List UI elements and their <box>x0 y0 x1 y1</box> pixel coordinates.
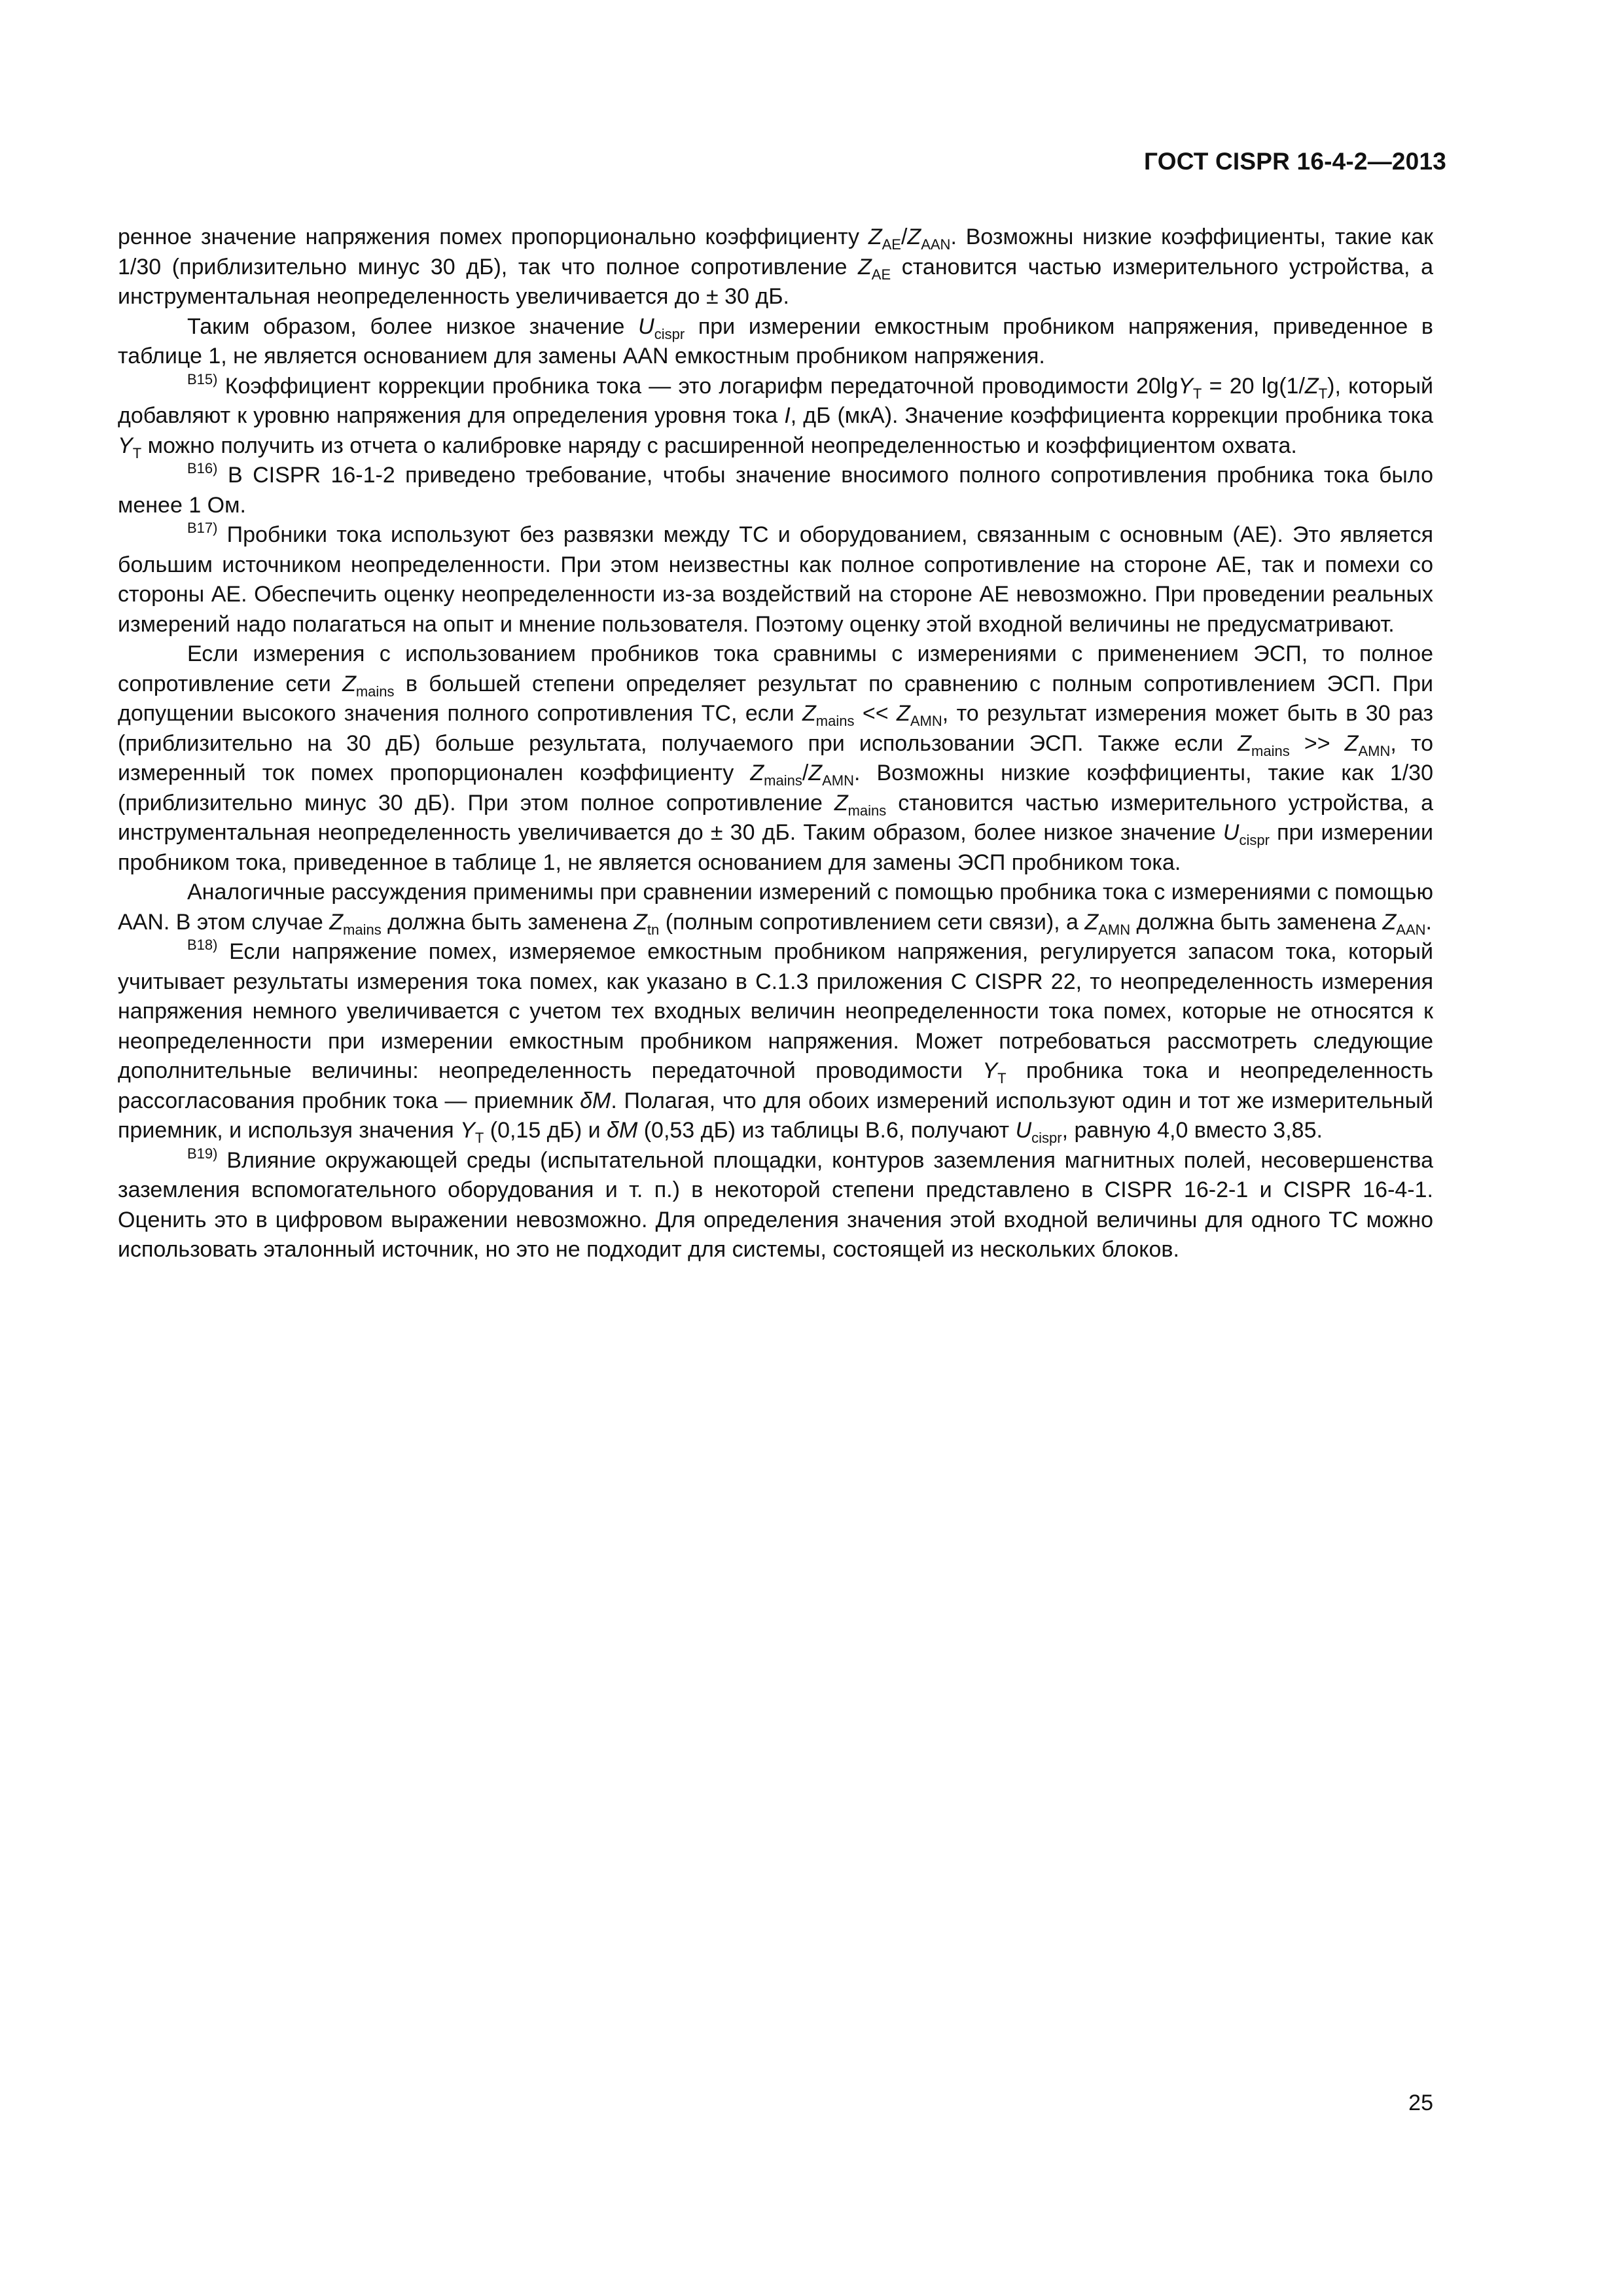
footnote-b16: $^{B16)}$ В CISPR 16-1-2 приведено требование, чтобы значение вносимого полного сопротивления пробника тока было менее 1 Ом. <box>118 460 1433 518</box>
footnote-b17: $^{B17)}$ Пробники тока используют без развязки между ТС и оборудованием, связанным с основным (AE). Это является большим источником неопределенности. При этом неизвестны как полное сопротивление на стороне AE, так и помехи со стороны AE. Обеспечить оценку неопределенности из-за воздействий на стороне AE невозможно. При проведении реальных измерений надо полагаться на опыт и мнение пользователя. Поэтому оценку этой входной величины не предусматривают. <box>118 520 1433 637</box>
paragraph-current-probe-comparison: Если измерения с использованием пробников тока сравнимы с измерениями с применением ЭСП, то полное сопротивление сети $Z_{mains}$ в большей степени определяет результат по сравнению с полным сопротивлением ЭСП. При допущении высокого значения полного сопротивления ТС, если $Z_{mains} << Z_{AMN}$, то результат измерения может быть в 30 раз (приблизительно на 30 дБ) больше результата, получаемого при использовании ЭСП. Также если $Z_{mains} >> Z_{AMN}$, то измеренный ток помех пропорционален коэффициенту $Z_{mains}/Z_{AMN}$. Возможны низкие коэффициенты, такие как 1/30 (приблизительно минус 30 дБ). При этом полное сопротивление $Z_{mains}$ становится частью измерительного устройства, а инструментальная неопределенность увеличивается до ± 30 дБ. Таким образом, более низкое значение $U_{cispr}$ при измерении пробником тока, приведенное в таблице 1, не является основанием для замены ЭСП пробником тока. <box>118 641 1434 875</box>
paragraph-ucispr-capacitive: Таким образом, более низкое значение $U_{cispr}$ при измерении емкостным пробником напряжения, приведенное в таблице 1, не является основанием для замены AAN емкостным пробником напряжения. <box>118 314 1433 368</box>
document-body <box>118 223 1433 1265</box>
footnote-b15: $^{B15)}$ Коэффициент коррекции пробника тока — это логарифм передаточной проводимости 20lgY$_T$ = 20 $\lg(1/Z_T)$, который добавляют к уровню напряжения для определения уровня тока I, дБ (мкА). Значение коэффициента коррекции пробника тока $Y_T$ можно получить из отчета о калибровке наряду с расширенной неопределенностью и коэффициентом охвата. <box>118 370 1434 461</box>
footnote-marker: B15) <box>187 370 218 387</box>
paragraph-aan-analogy: Аналогичные рассуждения применимы при сравнении измерений с помощью пробника тока с измерениями с помощью AAN. В этом случае $Z_{mains}$ должна быть заменена $Z_{tn}$ (полным сопротивлением сети связи), а $Z_{AMN}$ должна быть заменена $Z_{AAN}$. <box>118 880 1433 938</box>
footnote-marker: B19) <box>187 1145 218 1162</box>
paragraph-continuation: ренное значение напряжения помех пропорционально коэффициенту $Z_{AE}/Z_{AAN}$. Возможны низкие коэффициенты, такие как 1/30 (приблизительно минус 30 дБ), так что полное сопротивление $Z_{AE}$ становится частью измерительного устройства, а инструментальная неопределенность увеличивается до ± 30 дБ. <box>118 224 1434 309</box>
footnote-b19: $^{B19)}$ Влияние окружающей среды (испытательной площадки, контуров заземления магнитных полей, несовершенства заземления вспомогательного оборудования и т. п.) в некоторой степени представлено в CISPR 16-2-1 и CISPR 16-4-1. Оценить это в цифровом выражении невозможно. Для определения значения этой входной величины для одного ТС можно использовать эталонный источник, но это не подходит для системы, состоящей из нескольких блоков. <box>118 1145 1433 1262</box>
footnote-marker: B17) <box>187 520 218 536</box>
page-number: 25 <box>1408 2090 1433 2115</box>
footnote-marker: B16) <box>187 460 218 476</box>
footnote-marker: B18) <box>187 937 218 953</box>
document-header: ГОСТ CISPR 16-4-2—2013 <box>1144 148 1446 175</box>
footnote-b18: $^{B18)}$ Если напряжение помех, измеряемое емкостным пробником напряжения, регулируется запасом тока, который учитывает результаты измерения тока помех, как указано в С.1.3 приложения С CISPR 22, то неопределенность измерения напряжения немного увеличивается с учетом тех входных величин неопределенности тока помех, которые не относятся к неопределенности при измерении емкостным пробником напряжения. Может потребоваться рассмотреть следующие дополнительные величины: неопределенность передаточной проводимости $Y_T$ пробника тока и неопределенность рассогласования пробник тока — приемник δM. Полагая, что для обоих измерений используют один и тот же измерительный приемник, и используя значения $Y_T$ (0,15 дБ) и δM (0,53 дБ) из таблицы B.6, получают $U_{cispr}$, равную 4,0 вместо 3,85. <box>118 937 1434 1146</box>
